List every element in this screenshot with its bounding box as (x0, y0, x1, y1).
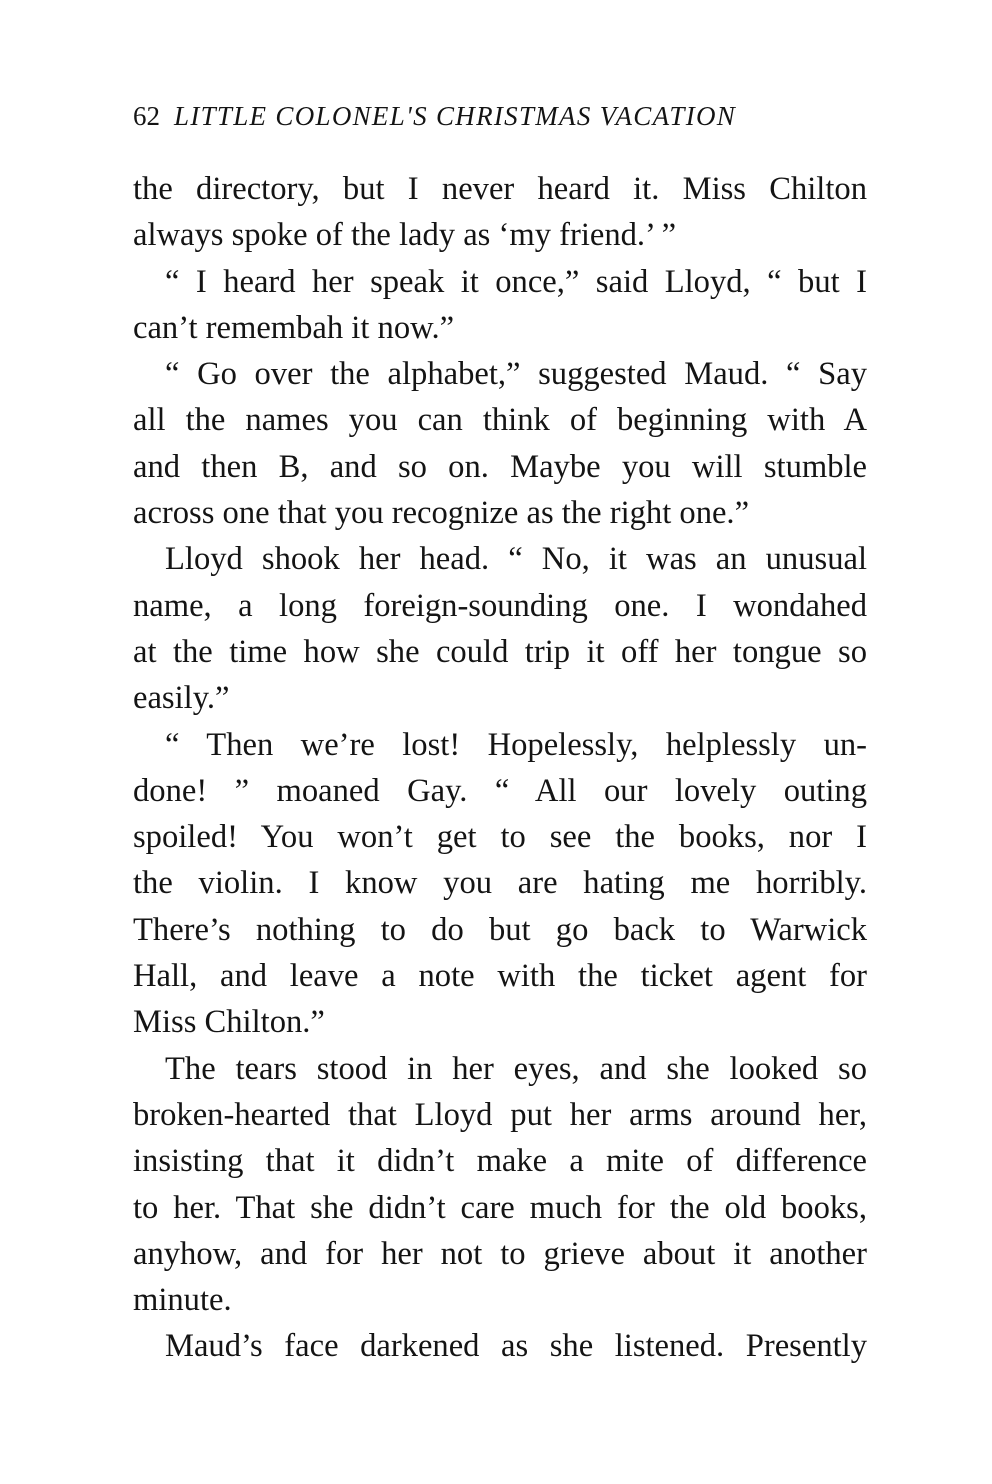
text-line: “ Go over the alphabet,” suggested Maud. “ Say (165, 356, 867, 393)
text-line: name, a long foreign-sounding one. I wondahed (133, 587, 867, 624)
page-number: 62 (133, 101, 160, 131)
text-line: “ Then we’re lost! Hopelessly, helplessly un- (165, 726, 867, 763)
text-line: The tears stood in her eyes, and she looked so (165, 1050, 867, 1087)
running-title: LITTLE COLONEL'S CHRISTMAS VACATION (174, 101, 737, 131)
text-body (133, 166, 867, 1370)
text-line: always spoke of the lady as ‘my friend.’ ” (133, 217, 677, 254)
paragraph-6 (133, 1046, 867, 1324)
paragraph-2 (133, 259, 867, 352)
text-line: There’s nothing to do but go back to Warwick (133, 911, 867, 948)
text-line: “ I heard her speak it once,” said Lloyd, “ but I (165, 263, 867, 300)
text-line: at the time how she could trip it off her tongue so (133, 633, 867, 670)
text-line: can’t remembah it now.” (133, 309, 455, 346)
paragraph-1 (133, 166, 867, 259)
running-head (133, 96, 873, 136)
text-line: to her. That she didn’t care much for the old books, (133, 1189, 867, 1226)
text-line: all the names you can think of beginning with A (133, 402, 867, 439)
text-line: insisting that it didn’t make a mite of difference (133, 1143, 867, 1180)
text-line: the violin. I know you are hating me horribly. (133, 865, 867, 902)
text-line: broken-hearted that Lloyd put her arms around her, (133, 1096, 867, 1133)
paragraph-7 (133, 1323, 867, 1369)
text-line: the directory, but I never heard it. Miss Chilton (133, 171, 867, 207)
text-line: Maud’s face darkened as she listened. Presently (165, 1328, 867, 1365)
paragraph-3 (133, 351, 867, 536)
paragraph-4 (133, 536, 867, 721)
text-line: easily.” (133, 680, 230, 717)
text-line: minute. (133, 1282, 232, 1319)
text-line: and then B, and so on. Maybe you will stumble (133, 448, 867, 485)
text-line: done! ” moaned Gay. “ All our lovely outing (133, 772, 867, 809)
text-line: across one that you recognize as the right one.” (133, 495, 750, 532)
text-line: Miss Chilton.” (133, 1004, 325, 1041)
text-line: spoiled! You won’t get to see the books, nor I (133, 819, 867, 856)
text-line: anyhow, and for her not to grieve about it another (133, 1235, 867, 1272)
text-line: Hall, and leave a note with the ticket agent for (133, 958, 867, 995)
text-line: Lloyd shook her head. “ No, it was an unusual (165, 541, 867, 578)
paragraph-5 (133, 722, 867, 1046)
